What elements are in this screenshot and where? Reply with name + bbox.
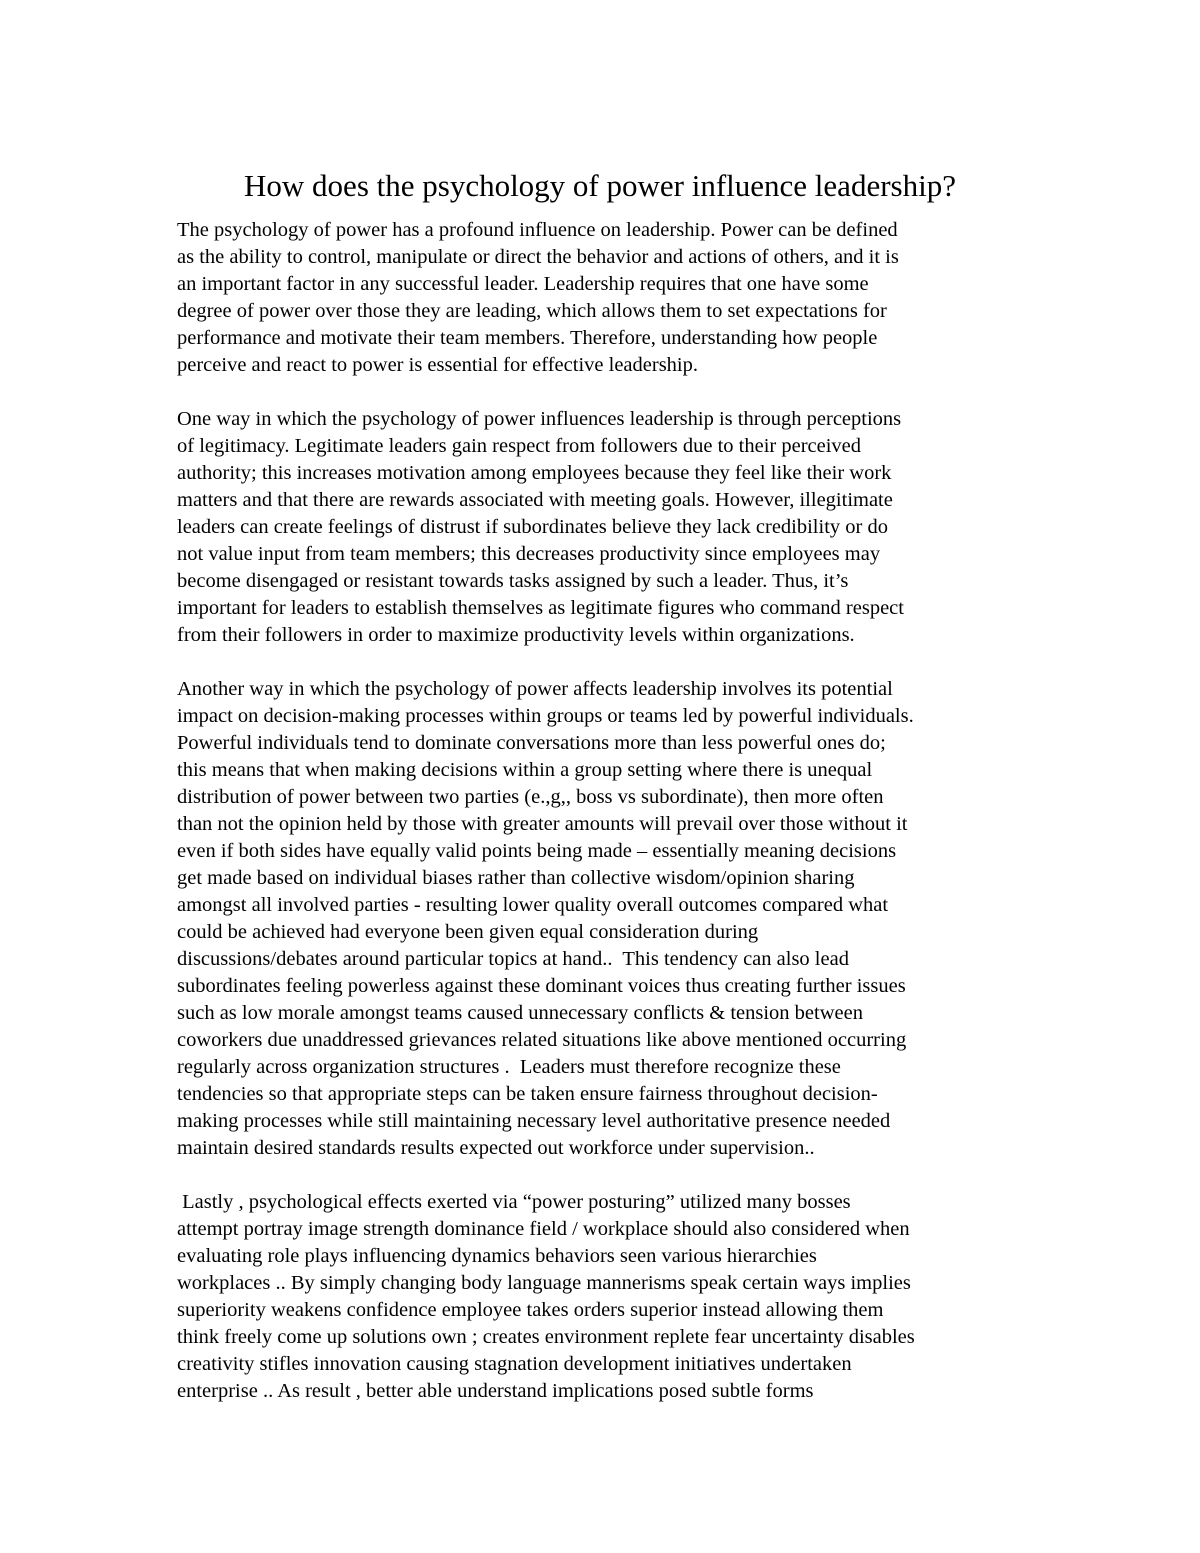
- text-line: discussions/debates around particular topics at hand.. This tendency can also lead: [177, 948, 849, 970]
- paragraph-1: [177, 217, 1037, 379]
- text-line: One way in which the psychology of power influences leadership is through perceptions: [177, 408, 902, 430]
- text-line: important for leaders to establish themselves as legitimate figures who command respect: [177, 597, 904, 619]
- text-line: perceive and react to power is essential for effective leadership.: [177, 354, 698, 376]
- document-body: [177, 217, 1037, 1405]
- text-line: get made based on individual biases rather than collective wisdom/opinion sharing: [177, 867, 855, 889]
- text-line: than not the opinion held by those with greater amounts will prevail over those without it: [177, 813, 908, 835]
- text-line: distribution of power between two parties (e.,g,, boss vs subordinate), then more often: [177, 786, 884, 808]
- text-line: Lastly , psychological effects exerted via “power posturing” utilized many bosses: [177, 1191, 851, 1213]
- document-title: How does the psychology of power influence leadership?: [244, 168, 956, 203]
- text-line: making processes while still maintaining necessary level authoritative presence needed: [177, 1110, 891, 1132]
- text-line: amongst all involved parties - resulting lower quality overall outcomes compared what: [177, 894, 889, 916]
- text-line: even if both sides have equally valid points being made – essentially meaning decisions: [177, 840, 897, 862]
- text-line: degree of power over those they are leading, which allows them to set expectations for: [177, 300, 887, 322]
- text-line: Powerful individuals tend to dominate conversations more than less powerful ones do;: [177, 732, 886, 754]
- text-line: such as low morale amongst teams caused unnecessary conflicts & tension between: [177, 1002, 863, 1024]
- text-line: evaluating role plays influencing dynamics behaviors seen various hierarchies: [177, 1245, 817, 1267]
- text-line: superiority weakens confidence employee takes orders superior instead allowing them: [177, 1299, 884, 1321]
- text-line: impact on decision-making processes within groups or teams led by powerful individuals.: [177, 705, 914, 727]
- text-line: not value input from team members; this decreases productivity since employees may: [177, 543, 881, 565]
- paragraph-2: [177, 406, 1037, 649]
- text-line: enterprise .. As result , better able understand implications posed subtle forms: [177, 1380, 814, 1402]
- text-line: The psychology of power has a profound influence on leadership. Power can be defined: [177, 219, 898, 241]
- text-line: authority; this increases motivation among employees because they feel like their work: [177, 462, 892, 484]
- text-line: an important factor in any successful leader. Leadership requires that one have some: [177, 273, 869, 295]
- text-line: creativity stifles innovation causing stagnation development initiatives undertaken: [177, 1353, 852, 1375]
- text-line: regularly across organization structures . Leaders must therefore recognize these: [177, 1056, 841, 1078]
- text-line: tendencies so that appropriate steps can be taken ensure fairness throughout decision-: [177, 1083, 878, 1105]
- text-line: workplaces .. By simply changing body language mannerisms speak certain ways implies: [177, 1272, 911, 1294]
- text-line: think freely come up solutions own ; creates environment replete fear uncertainty disables: [177, 1326, 915, 1348]
- text-line: this means that when making decisions within a group setting where there is unequal: [177, 759, 873, 781]
- text-line: attempt portray image strength dominance field / workplace should also considered when: [177, 1218, 910, 1240]
- text-line: could be achieved had everyone been given equal consideration during: [177, 921, 759, 943]
- text-line: coworkers due unaddressed grievances related situations like above mentioned occurring: [177, 1029, 907, 1051]
- text-line: maintain desired standards results expected out workforce under supervision..: [177, 1137, 815, 1159]
- text-line: from their followers in order to maximize productivity levels within organizations.: [177, 624, 855, 646]
- text-line: Another way in which the psychology of power affects leadership involves its potential: [177, 678, 893, 700]
- paragraph-4: [177, 1189, 1037, 1405]
- text-line: matters and that there are rewards associated with meeting goals. However, illegitimate: [177, 489, 893, 511]
- text-line: as the ability to control, manipulate or direct the behavior and actions of others, and it is: [177, 246, 899, 268]
- text-line: leaders can create feelings of distrust if subordinates believe they lack credibility or do: [177, 516, 888, 538]
- text-line: performance and motivate their team members. Therefore, understanding how people: [177, 327, 878, 349]
- text-line: of legitimacy. Legitimate leaders gain respect from followers due to their perceived: [177, 435, 862, 457]
- paragraph-3: [177, 676, 1037, 1162]
- text-line: become disengaged or resistant towards tasks assigned by such a leader. Thus, it’s: [177, 570, 849, 592]
- text-line: subordinates feeling powerless against these dominant voices thus creating further issues: [177, 975, 906, 997]
